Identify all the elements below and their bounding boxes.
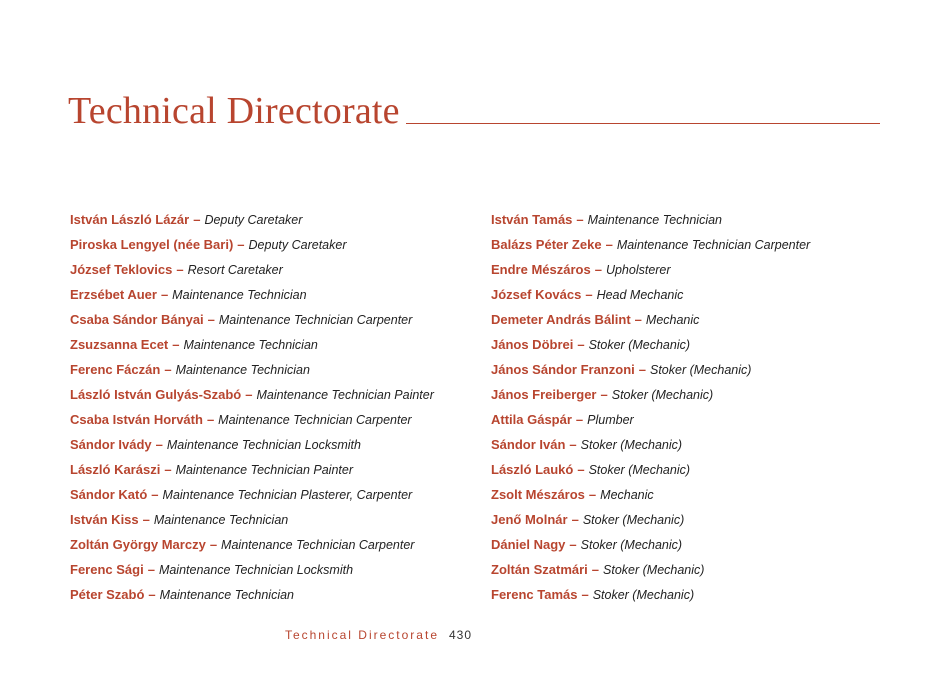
entry-separator: – (591, 562, 600, 577)
staff-name: Erzsébet Auer (70, 287, 157, 302)
staff-name: Péter Szabó (70, 587, 145, 602)
page-footer (0, 626, 944, 646)
staff-entry (70, 257, 470, 282)
entry-separator: – (588, 487, 597, 502)
staff-name: Endre Mészáros (491, 262, 591, 277)
entry-separator: – (237, 237, 245, 252)
staff-role: Maintenance Technician (153, 513, 289, 527)
staff-name: János Sándor Franzoni (491, 362, 635, 377)
staff-name: Ferenc Tamás (491, 587, 578, 602)
staff-name: Sándor Iván (491, 437, 566, 452)
entry-separator: – (160, 287, 169, 302)
staff-entry (491, 332, 911, 357)
staff-entry (491, 457, 911, 482)
staff-name: Ferenc Fáczán (70, 362, 161, 377)
entry-separator: – (600, 387, 608, 402)
staff-entry (491, 257, 911, 282)
entry-separator: – (207, 312, 215, 327)
staff-role: Maintenance Technician Carpenter (616, 238, 811, 252)
staff-name: Ferenc Sági (70, 562, 144, 577)
entry-separator: – (151, 487, 159, 502)
staff-entry (491, 307, 911, 332)
staff-entry (70, 432, 470, 457)
entry-separator: – (638, 362, 646, 377)
staff-role: Maintenance Technician (172, 288, 307, 302)
entry-separator: – (569, 537, 577, 552)
staff-role: Resort Caretaker (187, 263, 283, 277)
staff-role: Stoker (Mechanic) (588, 338, 691, 352)
staff-entry (70, 332, 470, 357)
staff-role: Maintenance Technician Locksmith (166, 438, 361, 452)
staff-name: Demeter András Bálint (491, 312, 631, 327)
entry-separator: – (193, 212, 201, 227)
staff-name: Zsolt Mészáros (491, 487, 585, 502)
staff-name: János Freiberger (491, 387, 597, 402)
staff-name: Csaba Sándor Bányai (70, 312, 204, 327)
staff-role: Stoker (Mechanic) (580, 438, 683, 452)
entry-separator: – (147, 562, 155, 577)
staff-name: Attila Gáspár (491, 412, 572, 427)
entry-separator: – (176, 262, 184, 277)
staff-name: János Döbrei (491, 337, 574, 352)
staff-entry (70, 307, 470, 332)
staff-role: Maintenance Technician Carpenter (218, 413, 412, 427)
staff-entry (70, 282, 470, 307)
staff-name: Zoltán György Marczy (70, 537, 206, 552)
staff-entry (70, 457, 470, 482)
entry-separator: – (164, 362, 172, 377)
entry-separator: – (634, 312, 642, 327)
staff-role: Stoker (Mechanic) (649, 363, 752, 377)
heading-row (68, 86, 880, 134)
staff-entry (491, 532, 911, 557)
footer-section-label: Technical Directorate (284, 628, 439, 642)
staff-entry (491, 557, 911, 582)
staff-name: Zsuzsanna Ecet (70, 337, 169, 352)
staff-role: Maintenance Technician Carpenter (221, 538, 415, 552)
staff-entry (491, 382, 911, 407)
entry-separator: – (245, 387, 253, 402)
staff-role: Maintenance Technician Carpenter (218, 313, 413, 327)
staff-entry (491, 232, 911, 257)
entry-separator: – (142, 512, 150, 527)
staff-entry (491, 357, 911, 382)
staff-entry (491, 482, 911, 507)
staff-name: Jenő Molnár (491, 512, 568, 527)
staff-entry (70, 532, 470, 557)
staff-entry (70, 482, 470, 507)
staff-role: Stoker (Mechanic) (611, 388, 714, 402)
staff-name: József Teklovics (70, 262, 173, 277)
entry-separator: – (585, 287, 593, 302)
page-title: Technical Directorate (68, 90, 400, 132)
staff-role: Head Mechanic (596, 288, 684, 302)
staff-name: László Karászi (70, 462, 161, 477)
page-number: 430 (449, 628, 473, 642)
staff-entry (70, 582, 470, 607)
staff-role: Deputy Caretaker (248, 238, 347, 252)
entry-separator: – (569, 437, 577, 452)
staff-role: Upholsterer (605, 263, 671, 277)
staff-role: Stoker (Mechanic) (582, 513, 685, 527)
entry-separator: – (571, 512, 579, 527)
staff-list-right (491, 207, 911, 607)
entry-separator: – (576, 212, 584, 227)
staff-name: József Kovács (491, 287, 582, 302)
staff-entry (491, 507, 911, 532)
staff-name: Balázs Péter Zeke (491, 237, 602, 252)
staff-name: Sándor Kató (70, 487, 148, 502)
staff-entry (70, 557, 470, 582)
staff-entry (491, 432, 911, 457)
staff-role: Mechanic (645, 313, 700, 327)
staff-entry (70, 407, 470, 432)
staff-entry (70, 507, 470, 532)
entry-separator: – (594, 262, 602, 277)
staff-role: Maintenance Technician (587, 213, 723, 227)
staff-role: Maintenance Technician (159, 588, 295, 602)
staff-name: Dániel Nagy (491, 537, 566, 552)
staff-role: Maintenance Technician Locksmith (158, 563, 354, 577)
staff-role: Stoker (Mechanic) (588, 463, 691, 477)
staff-entry (70, 382, 470, 407)
staff-name: Zoltán Szatmári (491, 562, 588, 577)
staff-role: Maintenance Technician Plasterer, Carpenter (162, 488, 413, 502)
staff-entry (491, 582, 911, 607)
staff-role: Stoker (Mechanic) (580, 538, 683, 552)
staff-name: István László Lázár (70, 212, 190, 227)
staff-role: Maintenance Technician Painter (256, 388, 434, 402)
staff-name: László István Gulyás-Szabó (70, 387, 242, 402)
entry-separator: – (172, 337, 180, 352)
staff-name: István Tamás (491, 212, 573, 227)
staff-role: Maintenance Technician (175, 363, 310, 377)
staff-role: Stoker (Mechanic) (592, 588, 695, 602)
staff-name: Sándor Ivády (70, 437, 152, 452)
title-rule (406, 123, 880, 124)
entry-separator: – (577, 337, 585, 352)
entry-separator: – (148, 587, 156, 602)
entry-separator: – (206, 412, 215, 427)
staff-name: László Laukó (491, 462, 574, 477)
staff-entry (70, 232, 470, 257)
entry-separator: – (577, 462, 585, 477)
entry-separator: – (605, 237, 613, 252)
staff-name: Piroska Lengyel (née Bari) (70, 237, 234, 252)
staff-entry (70, 207, 470, 232)
staff-role: Plumber (587, 413, 634, 427)
staff-role: Maintenance Technician (183, 338, 318, 352)
staff-role: Stoker (Mechanic) (603, 563, 705, 577)
entry-separator: – (155, 437, 163, 452)
entry-separator: – (164, 462, 172, 477)
staff-name: István Kiss (70, 512, 139, 527)
staff-list-left (70, 207, 470, 607)
entry-separator: – (209, 537, 218, 552)
staff-entry (491, 407, 911, 432)
staff-name: Csaba István Horváth (70, 412, 203, 427)
staff-role: Maintenance Technician Painter (175, 463, 353, 477)
staff-entry (491, 282, 911, 307)
entry-separator: – (581, 587, 589, 602)
entry-separator: – (575, 412, 584, 427)
staff-entry (70, 357, 470, 382)
staff-role: Mechanic (600, 488, 654, 502)
staff-role: Deputy Caretaker (204, 213, 303, 227)
staff-entry (491, 207, 911, 232)
